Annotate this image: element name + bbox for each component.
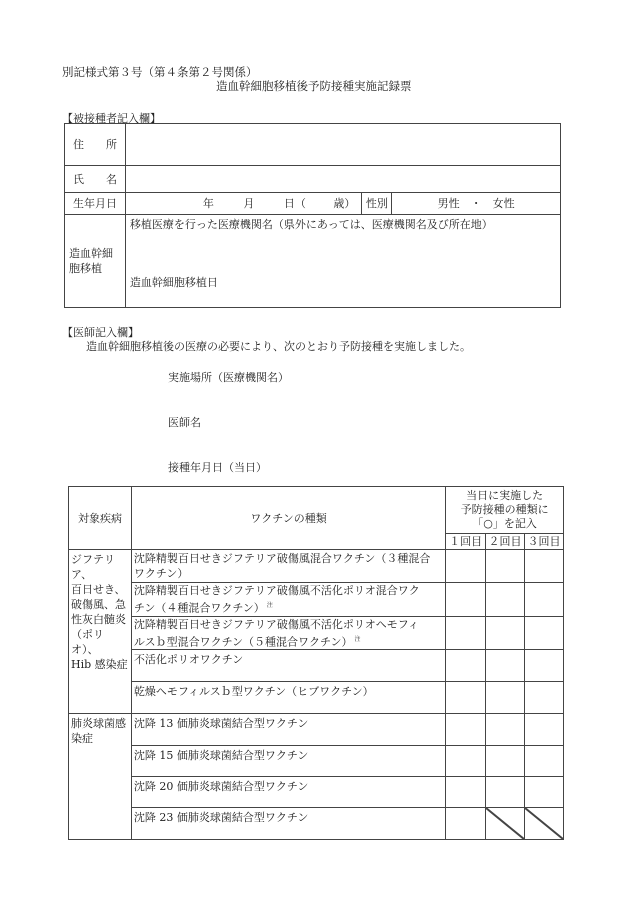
address-label: 住 所 [65, 124, 126, 166]
dose-cell[interactable] [446, 682, 486, 714]
vaccine-name-line1: 不活化ポリオワクチン [133, 653, 244, 667]
vaccine-name-line1: 乾燥ヘモフィルスｂ型ワクチン（ヒブワクチン） [133, 685, 374, 699]
group1-disease-line: Hib 感染症 [71, 658, 128, 671]
header-dose-3: ３回目 [525, 534, 564, 550]
vaccine-name-line1: 沈降精製百日せきジフテリア破傷風不活化ポリオ混合ワク [133, 584, 420, 597]
dose-cell[interactable] [486, 650, 525, 682]
vaccine-pcv20 [131, 777, 445, 808]
group1-disease-line: 百日せき、 [71, 583, 126, 596]
dose-cell[interactable] [446, 583, 486, 617]
vaccine-name-line1: 沈降 13 価肺炎球菌結合型ワクチン [133, 717, 309, 731]
group1-disease-line: 性灰白髄炎 [71, 613, 126, 626]
vaccine-ipv [131, 650, 445, 682]
dose-cell[interactable] [525, 746, 564, 777]
vaccine-dtp-ipv-hib [131, 616, 445, 650]
transplant-label-line2: 胞移植 [69, 262, 102, 275]
transplant-field[interactable] [125, 215, 560, 308]
dose-cell[interactable] [486, 777, 525, 808]
header-record-line1: 当日に実施した [466, 489, 544, 502]
transplant-institution-label: 移植医療を行った医療機関名（県外にあっては、医療機関名及び所在地） [129, 218, 493, 231]
dose-cell[interactable] [446, 808, 486, 840]
dose-cell[interactable] [486, 583, 525, 617]
dob-month: 月 [243, 197, 255, 210]
sex-options[interactable]: 男性 ・ 女性 [392, 193, 561, 215]
dose-cell[interactable] [486, 682, 525, 714]
group1-disease [69, 550, 132, 714]
vaccine-hib [131, 682, 445, 714]
vaccine-name-line2: ルスｂ型混合ワクチン（５種混合ワクチン） [133, 635, 353, 649]
vaccination-date-label: 接種年月日（当日） [168, 461, 267, 474]
vaccine-ppsv23 [131, 808, 445, 840]
vaccine-pcv13 [131, 714, 445, 746]
dose-cell[interactable] [446, 777, 486, 808]
group2-disease-line: 肺炎球菌感 [71, 717, 126, 731]
dose-cell[interactable] [486, 746, 525, 777]
dose-cell[interactable] [446, 550, 486, 583]
header-record [446, 487, 564, 534]
header-disease: 対象疾病 [69, 487, 132, 550]
doctor-name-label: 医師名 [168, 416, 201, 429]
note-marker: 注 [266, 602, 273, 609]
group1-disease-line: （ポリオ）、 [71, 628, 104, 656]
dose-cell[interactable] [525, 777, 564, 808]
dose-cell[interactable] [525, 616, 564, 650]
dose-cell[interactable] [525, 714, 564, 746]
dob-year: 年 [202, 197, 214, 210]
dose-cell[interactable] [446, 714, 486, 746]
doctor-statement: 造血幹細胞移植後の医療の必要により、次のとおり予防接種を実施しました。 [86, 340, 471, 353]
dose-cell[interactable] [446, 650, 486, 682]
dose-cell[interactable] [446, 746, 486, 777]
vaccine-pcv15 [131, 746, 445, 777]
header-record-line2: 予防接種の種類に [460, 503, 549, 516]
header-dose-2: ２回目 [486, 534, 525, 550]
group1-disease-line: 破傷風、急 [71, 598, 126, 611]
address-field[interactable] [125, 124, 560, 166]
dob-day: 日（ [283, 197, 306, 210]
dose-cell-disabled [525, 808, 564, 840]
transplant-date-label: 造血幹細胞移植日 [129, 276, 218, 289]
group2-disease-line: 染症 [71, 732, 93, 746]
patient-info-table [64, 123, 561, 308]
vaccine-dtp-ipv [131, 583, 445, 617]
dob-age: 歳） [333, 197, 356, 210]
vaccine-name-line1: 沈降 20 価肺炎球菌結合型ワクチン [133, 780, 309, 794]
header-vaccine: ワクチンの種類 [131, 487, 445, 550]
vaccine-name-line2: チン（４種混合ワクチン） [133, 601, 265, 615]
vaccine-name-line1: 沈降 15 価肺炎球菌結合型ワクチン [133, 749, 309, 763]
header-dose-1: １回目 [446, 534, 486, 550]
note-marker: 注 [354, 635, 361, 643]
dose-cell[interactable] [525, 583, 564, 617]
vaccine-name-line2: ワクチン） [133, 567, 189, 580]
doctor-section-heading: 【医師記入欄】 [62, 326, 139, 339]
group1-disease-line: ジフテリア、 [71, 553, 115, 581]
patient-section-heading: 【被接種者記入欄】 [62, 112, 161, 125]
vaccine-name-line1: 沈降精製百日せきジフテリア破傷風混合ワクチン（３種混合 [133, 552, 431, 565]
name-field[interactable] [125, 166, 560, 193]
dose-cell[interactable] [486, 714, 525, 746]
vaccine-name-line1: 沈降 23 価肺炎球菌結合型ワクチン [133, 811, 309, 825]
dose-cell[interactable] [525, 682, 564, 714]
vaccine-name-line1: 沈降精製百日せきジフテリア破傷風不活化ポリオヘモフィ [133, 617, 419, 631]
form-number: 別記様式第３号（第４条第２号関係） [62, 65, 258, 79]
group2-disease [69, 714, 132, 840]
dob-field[interactable] [125, 193, 362, 215]
dose-cell[interactable] [525, 650, 564, 682]
dose-cell[interactable] [446, 616, 486, 650]
dob-label: 生年月日 [65, 193, 126, 215]
transplant-label-line1: 造血幹細 [69, 247, 113, 260]
header-record-line3: 「○」を記入 [472, 517, 537, 530]
page-title: 造血幹細胞移植後予防接種実施記録票 [216, 79, 412, 93]
name-label: 氏 名 [65, 166, 126, 193]
transplant-label [65, 215, 126, 308]
sex-label: 性別 [362, 193, 392, 215]
dose-cell[interactable] [486, 616, 525, 650]
vaccine-table [68, 486, 564, 840]
dose-cell-disabled [486, 808, 525, 840]
diagonal-strike [486, 808, 524, 839]
dose-cell[interactable] [486, 550, 525, 583]
location-label: 実施場所（医療機関名） [168, 371, 289, 384]
vaccine-dtp [131, 550, 445, 583]
diagonal-strike [525, 808, 563, 839]
dose-cell[interactable] [525, 550, 564, 583]
